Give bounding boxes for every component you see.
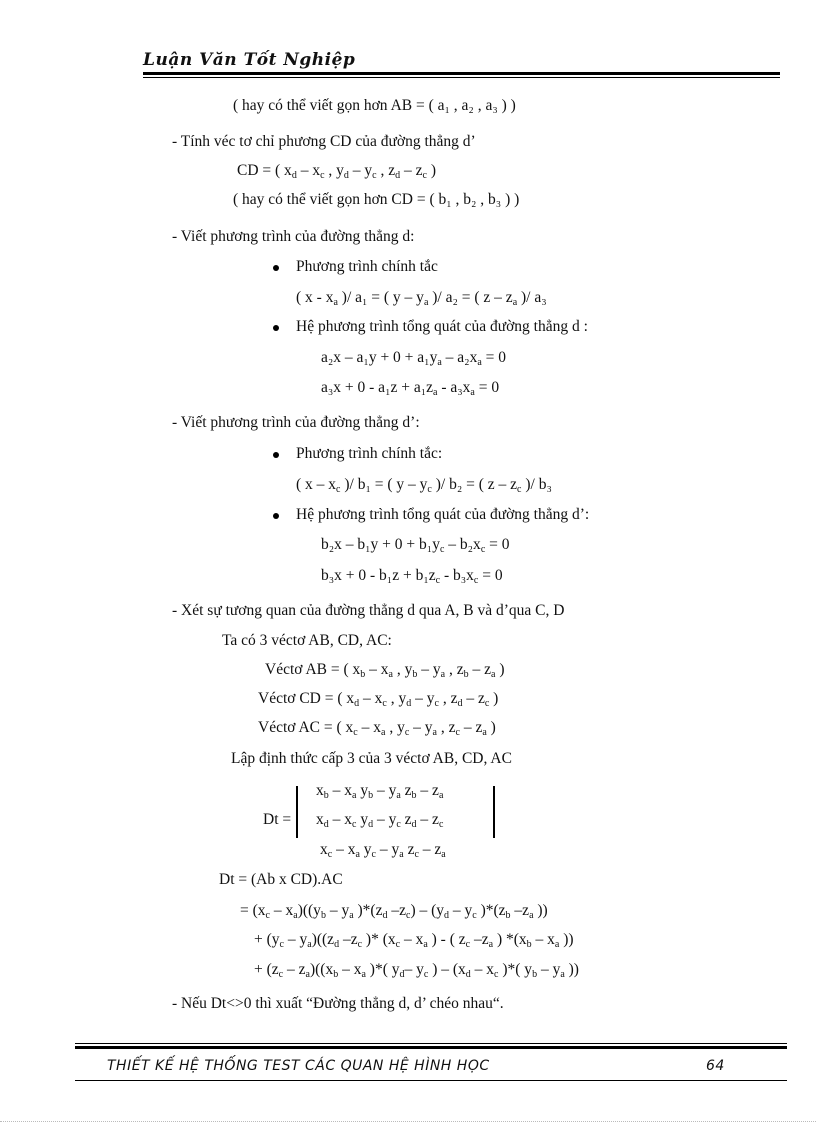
footer-rule-bottom	[75, 1080, 787, 1081]
header-rule-thin	[143, 77, 780, 78]
line-15: $b_2x - b_1y + 0 + b_1y_c - b_2x_c = 0$	[321, 536, 510, 555]
line-19: Véctơ AB = ( $x_b - x_a$ , $y_b - y_a$ , $z_b - z_a$ )	[265, 661, 505, 680]
footer-rule-thin	[75, 1043, 787, 1044]
bullet-icon	[273, 265, 279, 271]
line-25: + $(y_c - y_a)((z_d$ $-z_c$ )* ($x_c - x_a$ ) - ( $z_c$ $-z_a$ ) $*(x_b - x_a$ ))	[254, 931, 574, 950]
bullet-icon	[273, 325, 279, 331]
line-24: = $(x_c - x_a)((y_b - y_a$ )$*(z_d$ $-z_c) - (y_d - y_c$ )$*(z_b$ $-z_a$ ))	[240, 902, 548, 921]
line-1: ( hay có thể viết gọn hơn AB = ( a₁ , a₂ , a₃ ) )	[233, 97, 516, 114]
line-12: Phương trình chính tắc:	[296, 445, 443, 462]
line-6: Phương trình chính tắc	[296, 258, 438, 275]
line-8: Hệ phương trình tổng quát của đường thẳng d :	[296, 318, 588, 335]
line-22: Lập định thức cấp 3 của 3 véctơ AB, CD, AC	[231, 750, 512, 767]
line-14: Hệ phương trình tổng quát của đường thẳng d’:	[296, 506, 590, 523]
bottom-dotted-line	[0, 1121, 816, 1122]
header-title: Luận Văn Tốt Nghiệp	[143, 50, 356, 70]
matrix-row-1: $x_b - x_a$ $y_b - y_a$ $z_b - z_a$	[316, 782, 444, 801]
footer-rule-thick	[75, 1046, 787, 1049]
line-4: ( hay có thể viết gọn hơn CD = ( b₁ , b₂ , b₃ ) )	[233, 191, 520, 208]
line-9: $a_2x - a_1y + 0 + a_1y_a - a_2x_a = 0$	[321, 349, 507, 368]
matrix-row-2: $x_d - x_c$ $y_d - y_c$ $z_d - z_c$	[316, 811, 444, 830]
line-7: ( x - $x_a$ )/ a₁ = ( y – $y_a$ )/ a₂ = ( z – $z_a$ )/ a₃	[296, 289, 547, 308]
determinant-right-bar	[493, 786, 495, 838]
line-10: $a_3x + 0 - a_1z + a_1z_a - a_3x_a = 0$	[321, 379, 500, 398]
line-13: ( x – $x_c$ )/ b₁ = ( y – $y_c$ )/ b₂ = ( z – $z_c$ )/ b₃	[296, 476, 552, 495]
line-18: Ta có 3 véctơ AB, CD, AC:	[222, 632, 392, 649]
determinant-left-bar	[296, 786, 298, 838]
header-rule-thick	[143, 72, 780, 75]
line-5: - Viết phương trình của đường thẳng d:	[172, 228, 415, 245]
line-11: - Viết phương trình của đường thẳng d’:	[172, 414, 420, 431]
line-17: - Xét sự tương quan của đường thẳng d qua A, B và d’qua C, D	[172, 602, 565, 619]
line-23: Dt = (Ab x CD).AC	[219, 871, 343, 888]
dt-label: Dt =	[263, 811, 292, 828]
line-16: $b_3x + 0 - b_1z + b_1z_c - b_3x_c = 0$	[321, 567, 503, 586]
bullet-icon	[273, 452, 279, 458]
matrix-row-3: $x_c - x_a$ $y_c - y_a$ $z_c - z_a$	[320, 841, 446, 860]
bullet-icon	[273, 513, 279, 519]
line-2: - Tính véc tơ chỉ phương CD của đường thẳng d’	[172, 133, 476, 150]
footer-title: THIẾT KẾ HỆ THỐNG TEST CÁC QUAN HỆ HÌNH HỌC	[107, 1058, 490, 1074]
page-number: 64	[706, 1058, 725, 1074]
line-27: - Nếu Dt<>0 thì xuất “Đường thẳng d, d’ chéo nhau“.	[172, 995, 504, 1012]
line-3: CD = ( $x_d - x_c$ , $y_d - y_c$ , $z_d - z_c$ )	[237, 162, 436, 181]
line-20: Véctơ CD = ( $x_d - x_c$ , $y_d - y_c$ , $z_d - z_c$ )	[258, 690, 499, 709]
line-21: Véctơ AC = ( $x_c - x_a$ , $y_c - y_a$ , $z_c - z_a$ )	[258, 719, 496, 738]
line-26: + $(z_c - z_a)((x_b - x_a$ )*( $y_d-$ $y_c$ ) – ($x_d - x_c$ )*( $y_b - y_a$ ))	[254, 961, 579, 980]
